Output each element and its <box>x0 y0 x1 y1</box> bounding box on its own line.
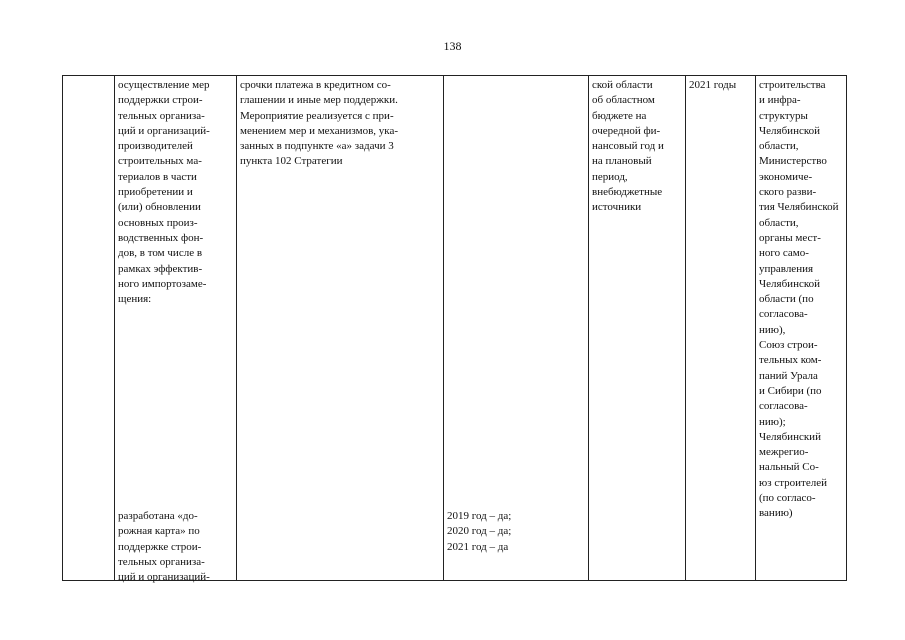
description-cell: срочки платежа в кредитном со- глашении и иные мер поддержки. Мероприятие реализуется с при- менением мер и механизмов, ука- занных в подпункте «а» задачи 3 пункта 102 Стратегии <box>240 79 398 168</box>
table-divider <box>755 76 756 580</box>
table-divider <box>236 76 237 580</box>
table-divider <box>588 76 589 580</box>
activity-cell-continued: разработана «до- рожная карта» по поддержке строи- тельных организа- ций и организаций- <box>118 510 210 584</box>
table-divider <box>114 76 115 580</box>
table-divider <box>443 76 444 580</box>
page-number: 138 <box>443 39 462 53</box>
table-divider <box>685 76 686 580</box>
activity-cell: осуществление мер поддержки строи- тельных организа- ций и организаций- производителей строительных ма- териалов в части приобретении и (или) обновлении основных произ- водственных фон- дов, в том числе в рамках эффектив- ного импортозаме- щения: <box>118 79 210 306</box>
period-cell: 2021 годы <box>689 79 737 91</box>
responsible-cell: строительства и инфра- структуры Челябинской области, Министерство экономиче- ского разви- тия Челябинской области, органы мест- ного само- управления Челябинской области (по согласова- нию), Союз строи- тельных ком- паний Урала и Сибири (по согласова- нию); Челябинский межрегио- нальный Со- юз строителей (по согласо- ванию) <box>759 79 839 520</box>
indicator-cell: 2019 год – да; 2020 год – да; 2021 год – да <box>447 510 512 553</box>
document-table <box>62 75 847 584</box>
funding-source-cell: ской области об областном бюджете на очередной фи- нансовый год и на плановый период, внебюджетные источники <box>592 79 664 214</box>
